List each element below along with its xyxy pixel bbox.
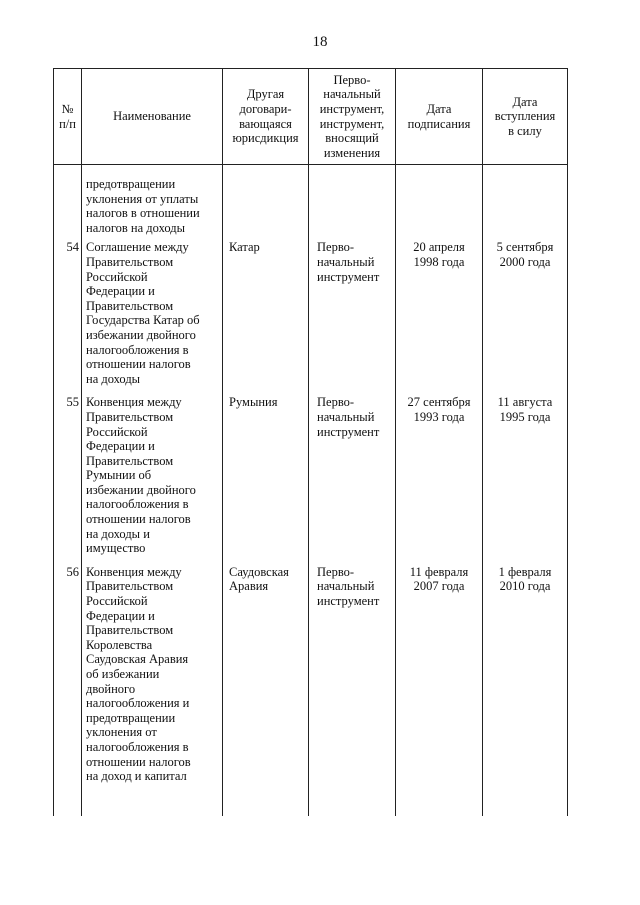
cell-instrument: Перво- начальный инструмент <box>309 235 396 390</box>
cell-number: 54 <box>54 235 82 390</box>
table-row-spacer <box>54 788 568 816</box>
page-number: 18 <box>312 34 328 50</box>
cell-name: Конвенция между Правительством Российской Федерации и Правительством Королевства Саудовская Аравия об избежании двойного налогообложения и предотвращении уклонения от налогообложения в отношении налогов на доход и капитал <box>82 560 223 788</box>
cell-spacer <box>223 788 309 816</box>
table-row <box>54 560 568 788</box>
cell-effective-date: 5 сентября 2000 года <box>483 235 568 390</box>
cell-instrument <box>309 165 396 236</box>
header-jurisdiction: Другая договари- вающаяся юрисдикция <box>223 69 309 165</box>
cell-jurisdiction <box>223 165 309 236</box>
cell-jurisdiction: Румыния <box>223 390 309 560</box>
cell-jurisdiction: Катар <box>223 235 309 390</box>
cell-spacer <box>54 788 82 816</box>
treaty-table <box>53 68 568 816</box>
table-row <box>54 390 568 560</box>
cell-effective-date: 1 февраля 2010 года <box>483 560 568 788</box>
cell-signing-date: 27 сентября 1993 года <box>396 390 483 560</box>
cell-jurisdiction: Саудовская Аравия <box>223 560 309 788</box>
cell-instrument: Перво- начальный инструмент <box>309 390 396 560</box>
cell-number: 56 <box>54 560 82 788</box>
cell-spacer <box>483 788 568 816</box>
table-header-row <box>54 69 568 165</box>
table-row-continuation <box>54 165 568 236</box>
cell-name: Соглашение между Правительством Российской Федерации и Правительством Государства Катар об избежании двойного налогообложения в отношении налогов на доходы <box>82 235 223 390</box>
header-signing-date: Дата подписания <box>396 69 483 165</box>
header-effective-date: Дата вступления в силу <box>483 69 568 165</box>
cell-signing-date: 11 февраля 2007 года <box>396 560 483 788</box>
table-row <box>54 235 568 390</box>
cell-spacer <box>82 788 223 816</box>
cell-signing-date: 20 апреля 1998 года <box>396 235 483 390</box>
cell-effective-date: 11 августа 1995 года <box>483 390 568 560</box>
cell-effective-date <box>483 165 568 236</box>
cell-name: Конвенция между Правительством Российской Федерации и Правительством Румынии об избежании двойного налогообложения в отношении налогов на доходы и имущество <box>82 390 223 560</box>
cell-name: предотвращении уклонения от уплаты налогов в отношении налогов на доходы <box>82 165 223 236</box>
cell-spacer <box>309 788 396 816</box>
cell-number <box>54 165 82 236</box>
cell-number: 55 <box>54 390 82 560</box>
header-instrument: Перво- начальный инструмент, инструмент, вносящий изменения <box>309 69 396 165</box>
cell-instrument: Перво- начальный инструмент <box>309 560 396 788</box>
header-name: Наименование <box>82 69 223 165</box>
cell-signing-date <box>396 165 483 236</box>
header-number: № п/п <box>54 69 82 165</box>
cell-spacer <box>396 788 483 816</box>
